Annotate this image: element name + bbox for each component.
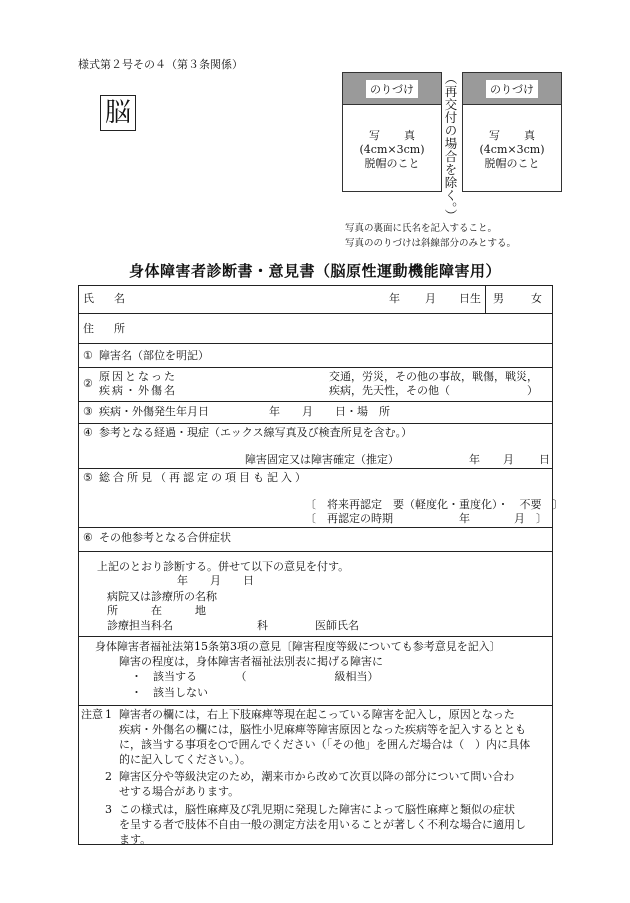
dept-label: 診療担当科名 xyxy=(107,619,173,632)
note3-line3: ます。 xyxy=(119,833,152,846)
row5-reexam: 〔 将来再認定 要（軽度化・重度化）・ 不要 〕 xyxy=(305,498,564,511)
row4-num: ④ xyxy=(83,426,93,439)
row4-fixed-label: 障害固定又は障害確定（推定） xyxy=(245,453,399,466)
note1-line4: 的に記入してください。）。 xyxy=(119,753,251,766)
row4-label: 参考となる経過・現症（エックス線写真及び検査所見を含む。） xyxy=(99,426,413,439)
paste-area-1 xyxy=(343,73,441,105)
note2-line2: せする場合があります。 xyxy=(119,785,240,798)
photo-size-1: (4cm×3cm) xyxy=(359,143,425,156)
sex-female: 女 xyxy=(531,292,542,305)
birth-day: 日生 xyxy=(459,292,481,305)
row2-label-b: 疾病・外傷名 xyxy=(99,384,177,397)
form-table xyxy=(78,285,564,846)
row2-options-b: 疾病，先天性，その他（ ） xyxy=(329,384,538,397)
note3-line1: この様式は，脳性麻痺及び乳児期に発現した障害によって脳性麻痺と類似の症状 xyxy=(119,803,515,816)
row2-num: ② xyxy=(83,377,93,390)
row2-options-a: 交通，労災，その他の事故，戦傷，戦災， xyxy=(329,370,538,383)
form-id: 様式第２号その４（第３条関係） xyxy=(78,58,243,71)
note2-line1: 障害区分や等級決定のため，潮来市から改めて次頁以降の部分について問い合わ xyxy=(119,770,515,783)
row4-year: 年 xyxy=(469,453,480,466)
note1-num: 1 xyxy=(105,708,112,721)
sex-male: 男 xyxy=(493,292,504,305)
note1-line2: 疾病・外傷名の欄には，脳性小児麻痺等障害原因となった疾病等を記入するととも xyxy=(119,723,526,736)
doctor-label: 医師氏名 xyxy=(315,619,359,632)
row3-date: 年 月 日・場 所 xyxy=(269,405,390,418)
paste-label-1: のりづけ xyxy=(366,80,418,98)
note3-num: 3 xyxy=(105,803,112,816)
photo-hat-note-1: 脱帽のこと xyxy=(364,157,420,170)
opinion-opt1: ・ 該当する （ 級相当） xyxy=(131,670,379,683)
birth-year: 年 xyxy=(389,292,400,305)
row4-day: 日 xyxy=(539,453,550,466)
row3-num: ③ xyxy=(83,405,93,418)
row6-label: その他参考となる合併症状 xyxy=(99,531,231,544)
photo-box-2 xyxy=(462,72,562,192)
row4-month: 月 xyxy=(503,453,514,466)
diagnosis-statement: 上記のとおり診断する。併せて以下の意見を付す。 xyxy=(97,560,350,573)
location-label: 所 在 地 xyxy=(107,604,206,617)
row1-label: 障害名（部位を明記） xyxy=(99,349,209,362)
photo-box-1 xyxy=(342,72,442,192)
brain-mark: 脳 xyxy=(100,95,136,131)
row3-label: 疾病・外傷発生年月日 xyxy=(99,405,209,418)
row5-reexam-time: 〔 再認定の時期 年 月 〕 xyxy=(305,512,547,525)
opinion-opt2: ・ 該当しない xyxy=(131,686,208,699)
photo-hat-note-2: 脱帽のこと xyxy=(484,157,540,170)
row5-num: ⑤ xyxy=(83,471,93,484)
diagnosis-date: 年 月 日 xyxy=(177,574,254,587)
dept-ka: 科 xyxy=(257,619,268,632)
row5-label: 総合所見（再認定の項目も記入） xyxy=(99,471,309,484)
opinion-line2: 障害の程度は，身体障害者福祉法別表に掲げる障害に xyxy=(119,655,383,668)
page-title: 身体障害者診断書・意見書（脳原性運動機能障害用） xyxy=(128,262,501,280)
name-label: 氏名 xyxy=(83,292,145,305)
reissue-note: （再交付の場合を除く。） xyxy=(443,72,458,222)
row6-num: ⑥ xyxy=(83,531,93,544)
note3-line2: を呈する者で肢体不自由一般の測定方法を用いることが著しく不利な場合に適用し xyxy=(119,818,526,831)
note1-line1: 障害者の欄には，右上下肢麻痺等現在起こっている障害を記入し，原因となった xyxy=(119,708,515,721)
photo-size-2: (4cm×3cm) xyxy=(479,143,545,156)
row1-num: ① xyxy=(83,349,93,362)
notes-head: 注意 xyxy=(81,708,103,721)
birth-month: 月 xyxy=(425,292,436,305)
address-label: 住所 xyxy=(83,322,145,335)
photo-note-1: 写真の裏面に氏名を記入すること。 xyxy=(345,223,498,234)
opinion-line1: 身体障害者福祉法第15条第3項の意見〔障害程度等級についても参考意見を記入〕 xyxy=(95,640,501,653)
row2-label-a: 原因となった xyxy=(99,370,177,383)
photo-note-2: 写真ののりづけは斜線部分のみとする。 xyxy=(345,238,517,249)
photo-label-1: 写真 xyxy=(369,129,439,142)
paste-area-2 xyxy=(463,73,561,105)
note1-line3: に，該当する事項を○で囲んでください（「その他」を囲んだ場合は（ ）内に具体 xyxy=(119,738,531,751)
hospital-label: 病院又は診療所の名称 xyxy=(107,590,217,603)
photo-label-2: 写真 xyxy=(489,129,559,142)
note2-num: 2 xyxy=(105,770,112,783)
paste-label-2: のりづけ xyxy=(486,80,538,98)
